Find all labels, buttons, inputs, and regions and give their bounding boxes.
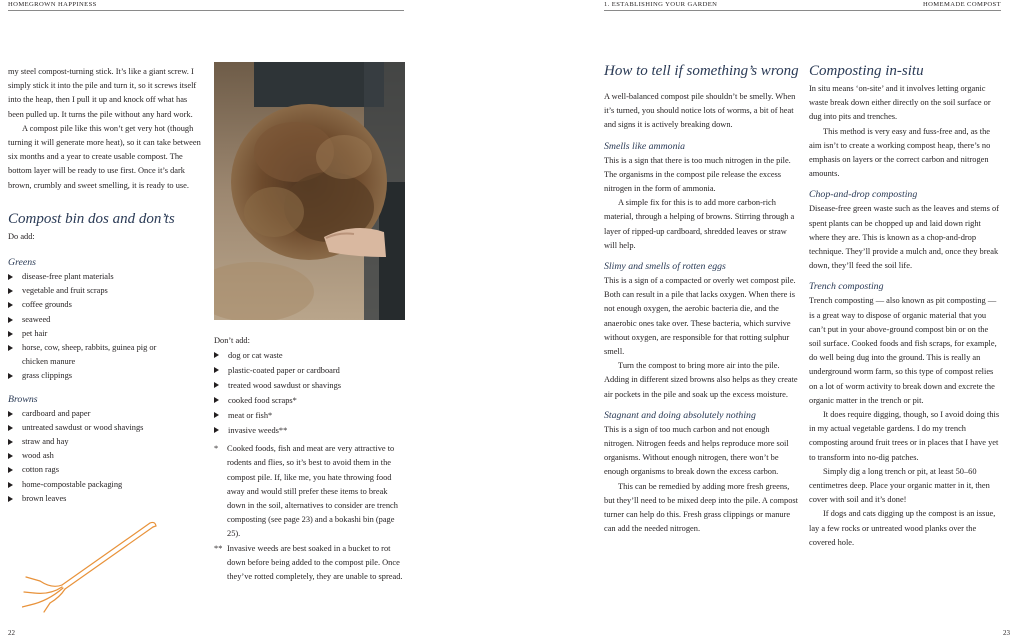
footnote-2 <box>214 542 405 585</box>
subsection-title: Trench composting <box>809 281 884 293</box>
paragraph: Simply dig a long trench or pit, at least 50–60 centimetres deep. Place your organic matter in it, then cover with soil and it’s done! <box>809 466 990 505</box>
list-item: horse, cow, sheep, rabbits, guinea pig or chicken manure <box>8 341 203 369</box>
list-item: pet hair <box>8 327 203 341</box>
do-add-label: Do add: <box>8 231 35 241</box>
paragraph: A simple fix for this is to add more carbon-rich material, through a helping of browns. Stirring through a layer of ripped-up cardboard, shredded leaves or straw will help. <box>604 198 795 250</box>
intro-paragraph-1: my steel compost-turning stick. It’s like a giant screw. I simply stick it into the pile and turn it, so it screws itself into the heap, then I pull it up and knock off what has been pulled up. It turns the pile without any hard work. <box>8 67 197 119</box>
leaves-photo-image <box>214 62 405 320</box>
paragraph: Disease-free green waste such as the leaves and stems of spent plants can be chopped up and laid down right where they are. This is known as a chop-and-drop technique. They’ll provide a mulch and, once they break down, they’ll feed the soil life. <box>809 204 999 271</box>
paragraph: This is a sign that there is too much nitrogen in the pile. The organisms in the compost pile release the excess nitrogen in the form of ammonia. <box>604 155 791 194</box>
header-rule <box>8 10 404 11</box>
list-item: treated wood sawdust or shavings <box>214 378 405 393</box>
footnote-text: Cooked foods, fish and meat are very attractive to rodents and flies, so it’s best to avoid them in the compost pile. If, like me, you hate throwing food away and would still prefer these items to break down in the soil, alternatives to consider are trench composting (see page 23) and a bokashi bin (page 25). <box>227 444 398 539</box>
section-title: Composting in-situ <box>809 63 924 79</box>
subsection-title: Smells like ammonia <box>604 140 686 152</box>
folio-right: 23 <box>1003 629 1010 637</box>
intro-paragraph-2: A compost pile like this won’t get very hot (though turning it will generate more heat), so it can take between six months and a year to create usable compost. The bottom layer will be ready to use first. Once it’s dark brown, crumbly and sweet smelling, it is ready to use. <box>8 123 201 190</box>
rake-illustration <box>22 515 172 615</box>
paragraph: This can be remedied by adding more fresh greens, but they’ll need to be mixed deep into the pile. A compost turner can help do this. Fresh grass clippings or manure can add the needed nitrogen. <box>604 481 798 534</box>
header-rule <box>604 10 1001 11</box>
list-item: home-compostable packaging <box>8 478 203 492</box>
list-item: cooked food scraps* <box>214 393 405 408</box>
list-item: straw and hay <box>8 435 203 449</box>
paragraph: This is a sign of a compacted or overly wet compost pile. Both can result in a pile that lacks oxygen. When there is not enough oxygen, the aerobic bacteria die, and the anaerobic ones take over. These bacteria, which survive without oxygen, are responsible for that rotting sulphur smell. <box>604 276 796 357</box>
greens-title: Greens <box>8 257 36 269</box>
running-head-section: HOMEMADE COMPOST <box>922 1 1001 8</box>
list-item: meat or fish* <box>214 408 405 423</box>
browns-title: Browns <box>8 393 38 405</box>
paragraph: Turn the compost to bring more air into the pile. Adding in different sized browns also helps as they create air pockets in the pile and soak up the excess moisture. <box>604 361 798 399</box>
subsection-title: Slimy and smells of rotten eggs <box>604 261 726 273</box>
list-item: wood ash <box>8 449 203 463</box>
right-column-1 <box>604 62 799 536</box>
list-item: dog or cat waste <box>214 348 405 363</box>
footnote-mark: ** <box>214 543 223 553</box>
running-head-chapter: 1. ESTABLISHING YOUR GARDEN <box>604 1 718 8</box>
left-text-column <box>8 65 203 506</box>
list-item: plastic-coated paper or cardboard <box>214 363 405 378</box>
folio-left: 22 <box>8 629 15 637</box>
footnote-mark: * <box>214 444 219 454</box>
list-item: coffee grounds <box>8 298 203 312</box>
right-page <box>509 0 1018 641</box>
footnote-text: Invasive weeds are best soaked in a bucket to rot down before being added to the compost pile. Once they’ve rotted completely, they are unable to spread. <box>227 543 403 582</box>
section-title: How to tell if something’s wrong <box>604 63 799 79</box>
browns-list <box>8 407 203 506</box>
paragraph: This is a sign of too much carbon and not enough nitrogen. Nitrogen feeds and helps reproduce more soil organisms. Without enough nitrogen, there won’t be enough organisms to break down the excess carbon. <box>604 424 789 477</box>
list-item: disease-free plant materials <box>8 270 203 284</box>
intro-paragraph: A well-balanced compost pile shouldn’t be smelly. When it’s turned, you should notice lots of worms, a bit of heat and signs it is actively breaking down. <box>604 92 796 130</box>
paragraph: In situ means ‘on-site’ and it involves letting organic waste break down either directly on the soil surface or dug into pits and trenches. <box>809 84 991 122</box>
running-head-left: HOMEGROWN HAPPINESS <box>8 1 97 8</box>
list-item: untreated sawdust or wood shavings <box>8 421 203 435</box>
dont-add-list <box>214 348 405 438</box>
list-item: invasive weeds** <box>214 423 405 438</box>
section-title: Compost bin dos and don’ts <box>8 210 175 227</box>
greens-list <box>8 270 203 384</box>
dont-add-label: Don’t add: <box>214 336 250 345</box>
paragraph: If dogs and cats digging up the compost is an issue, lay a few rocks or untreated wood planks over the covered hole. <box>809 509 996 547</box>
list-item: brown leaves <box>8 492 203 506</box>
list-item: grass clippings <box>8 369 203 383</box>
list-item: cotton rags <box>8 463 203 477</box>
footnote-1 <box>214 442 405 541</box>
right-column-2 <box>809 62 1002 550</box>
paragraph: Trench composting — also known as pit composting — is a great way to dispose of organic material that you can’t put in your above-ground compost bin or on the soil surface. Cooked foods and fish scraps, for example, do well being dug into the ground. This is really an underground worm farm, so this type of compost relies on a lot of worm activity to break down and excrete the organic matter in the trench or pit. <box>809 296 997 405</box>
subsection-title: Chop-and-drop composting <box>809 189 918 201</box>
dont-add-column <box>214 334 405 584</box>
list-item: vegetable and fruit scraps <box>8 284 203 298</box>
paragraph: It does require digging, though, so I avoid doing this in my actual vegetable gardens. I do my trench composting around fruit trees or in places that I have yet to transform into no-dig patches. <box>809 410 1000 462</box>
list-item: cardboard and paper <box>8 407 203 421</box>
paragraph: This method is very easy and fuss-free and, as the aim isn’t to create a working compost heap, there’s no emphasis on layers or the correct carbon and nitrogen amounts. <box>809 126 991 179</box>
leaves-photo <box>214 62 405 320</box>
list-item: seaweed <box>8 313 203 327</box>
subsection-title: Stagnant and doing absolutely nothing <box>604 409 756 421</box>
